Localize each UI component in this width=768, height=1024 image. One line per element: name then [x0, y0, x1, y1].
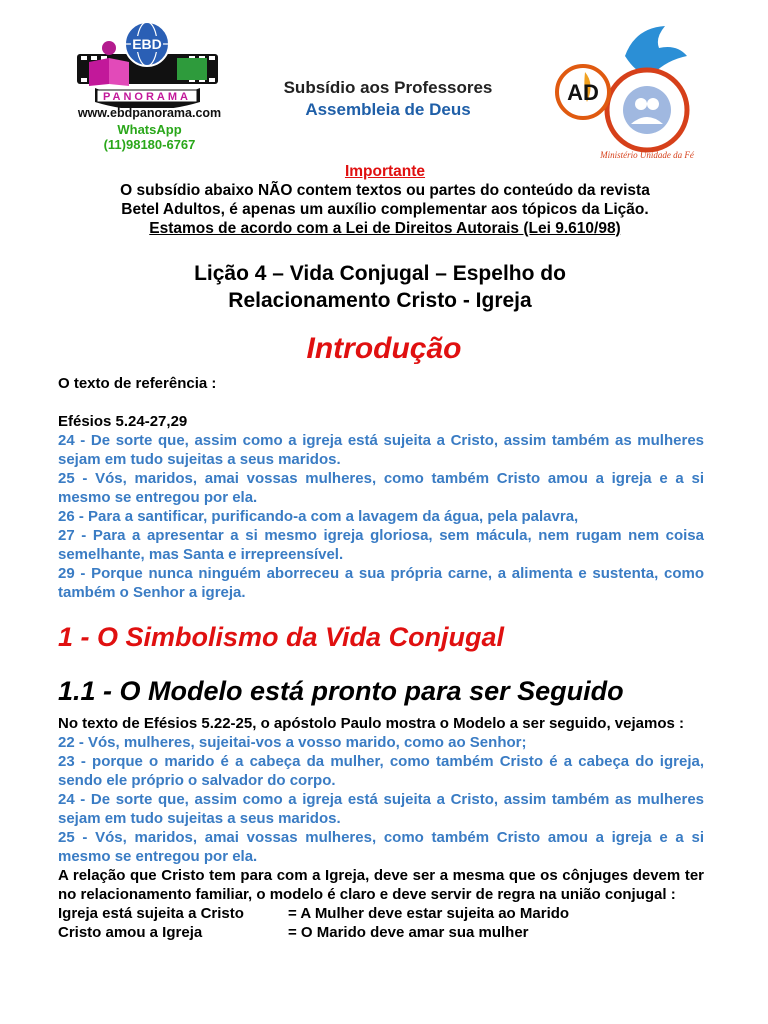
whatsapp-label: WhatsApp	[117, 122, 182, 137]
lesson-title-line-1: Lição 4 – Vida Conjugal – Espelho do	[194, 262, 566, 285]
intro-verse-25: 25 - Vós, maridos, amai vossas mulheres, como também Cristo amou a igreja e a si mesmo se entregou por ela.	[58, 470, 704, 506]
section-verse-24: 24 - De sorte que, assim como a igreja está sujeita a Cristo, assim também as mulheres sejam em tudo sujeitas a seus maridos.	[58, 791, 704, 827]
lesson-title	[80, 260, 680, 314]
subsidy-title: Subsídio aos Professores	[283, 78, 493, 97]
logo-banner-text: PANORAMA	[103, 91, 191, 103]
intro-heading: Introdução	[306, 332, 462, 365]
ministry-name: Ministério Unidade da Fé	[600, 150, 694, 160]
site-url[interactable]: www.ebdpanorama.com	[77, 106, 222, 120]
comparison-row	[58, 904, 704, 923]
section-verse-22: 22 - Vós, mulheres, sujeitai-vos a vosso marido, como ao Senhor;	[58, 734, 527, 751]
intro-body	[58, 374, 704, 602]
reference-citation: Efésios 5.24-27,29	[58, 413, 188, 430]
ebd-panorama-logo	[75, 18, 220, 108]
relation-text: A relação que Cristo tem para com a Igreja, deve ser a mesma que os cônjuges devem ter no relacionamento familiar, o modelo é claro e deve servir de regra na união conjugal :	[58, 867, 704, 903]
notice-line-3: Estamos de acordo com a Lei de Direitos Autorais (Lei 9.610/98)	[149, 220, 621, 237]
intro-verse-29: 29 - Porque nunca ninguém aborreceu a sua própria carne, a alimenta e sustenta, como também o Senhor a igreja.	[58, 565, 704, 601]
comparison-row	[58, 923, 704, 942]
lesson-title-line-2: Relacionamento Cristo - Igreja	[228, 289, 532, 312]
ministry-logo	[555, 26, 695, 166]
section-verse-23: 23 - porque o marido é a cabeça da mulher, como também Cristo é a cabeça do igreja, sendo ele próprio o salvador do corpo.	[58, 753, 704, 789]
intro-verse-24: 24 - De sorte que, assim como a igreja está sujeita a Cristo, assim também as mulheres sejam em tudo sujeitas a seus maridos.	[58, 432, 704, 468]
section-1-1-heading: 1.1 - O Modelo está pronto para ser Seguido	[58, 676, 624, 706]
section-1-1-body	[58, 714, 704, 942]
reference-label: O texto de referência :	[58, 375, 217, 392]
comparison-right: = O Marido deve amar sua mulher	[288, 924, 529, 941]
notice-line-1: O subsídio abaixo NÃO contem textos ou partes do conteúdo da revista	[120, 182, 650, 199]
notice-line-2: Betel Adultos, é apenas um auxílio complementar aos tópicos da Lição.	[121, 201, 649, 218]
whatsapp-number: (11)98180-6767	[103, 137, 196, 152]
section-1-heading: 1 - O Simbolismo da Vida Conjugal	[58, 622, 505, 652]
ministry-badge-text: AD	[567, 80, 599, 105]
intro-verse-27: 27 - Para a apresentar a si mesmo igreja gloriosa, sem mácula, nem rugam nem coisa semelhante, mas Santa e irrepreensível.	[58, 527, 704, 563]
comparison-left: Igreja está sujeita a Cristo	[58, 905, 244, 922]
whatsapp-contact	[62, 122, 237, 152]
logo-ebd-text: EBD	[132, 36, 162, 52]
section-verse-25: 25 - Vós, maridos, amai vossas mulheres, como também Cristo amou a igreja e a si mesmo se entregou por ela.	[58, 829, 704, 865]
comparison-right: = A Mulher deve estar sujeita ao Marido	[288, 905, 570, 922]
organization-name: Assembleia de Deus	[305, 100, 471, 119]
comparison-left: Cristo amou a Igreja	[58, 924, 203, 941]
intro-verse-26: 26 - Para a santificar, purificando-a com a lavagem da água, pela palavra,	[58, 508, 579, 525]
notice-important: Importante	[344, 163, 426, 180]
copyright-notice	[40, 162, 730, 238]
section-intro-text: No texto de Efésios 5.22-25, o apóstolo Paulo mostra o Modelo a ser seguido, vejamos :	[58, 715, 684, 732]
